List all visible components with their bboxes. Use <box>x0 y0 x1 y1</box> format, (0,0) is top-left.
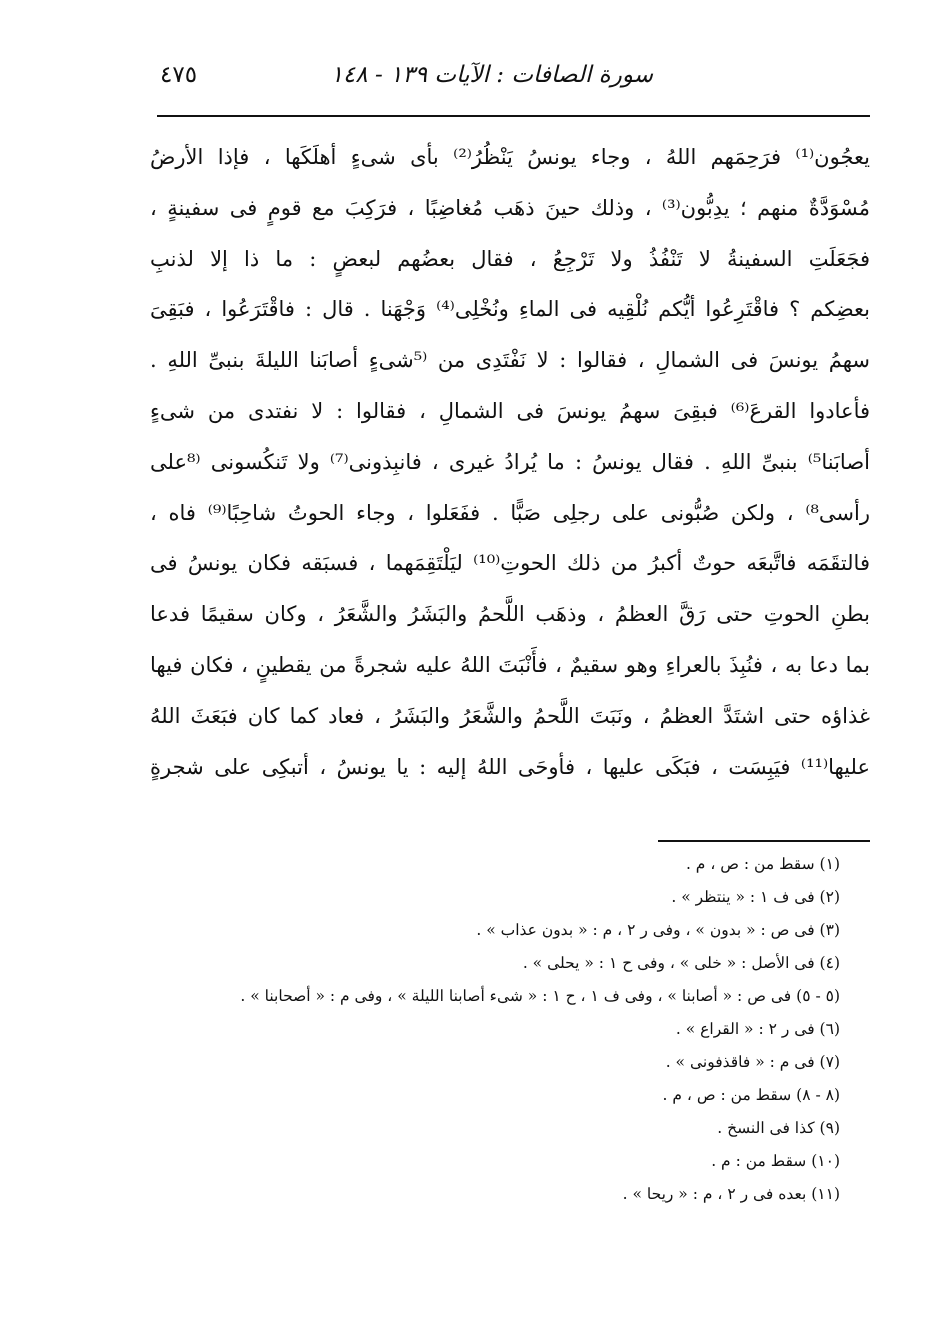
text-line: أصابَنا⁵⁾ بنبىِّ اللهِ . فقال يونسُ : ما يُرادُ غيرى ، فانبِذونى⁽⁷⁾ ولا تَنكُسونى ⁽⁸على <box>150 449 870 474</box>
running-title: سورة الصافات : الآيات ١٣٩ - ١٤٨ <box>330 62 653 88</box>
main-text <box>150 132 870 792</box>
footnote: (١) سقط من : ص ، م . <box>685 855 840 873</box>
page-number: ٤٧٥ <box>160 62 198 88</box>
text-line: فأعادوا القرعَ⁽⁶⁾ فبقِىَ سهمُ يونسَ فى الشمالِ ، فقالوا : لا نفتدى من شىءٍ <box>150 398 870 423</box>
text-line: يعجُون⁽¹⁾ فرَحِمَهم اللهُ ، وجاء يونسُ يَنْظُرُ⁽²⁾ بأى شىءٍ أهلَكَها ، فإذا الأرضُ <box>150 145 870 169</box>
footnote: (٣) فى ص : « بدون » ، وفى ر ٢ ، م : « بدون عذاب » . <box>476 921 840 939</box>
footnote: (٦) فى ر ٢ : « القراع » . <box>675 1020 840 1038</box>
running-header <box>160 60 868 100</box>
text-line: فجَعَلَتِ السفينةُ لا تَنْفُذُ ولا تَرْجِعُ ، فقال بعضُهم لبعضٍ : ما ذا إلا لذنبِ <box>150 246 870 271</box>
text-line: بعضِكم ؟ فاقْتَرِعُوا أيُّكم نُلْقِيه فى الماءِ ونُخْلِى⁽⁴⁾ وَجْهَنا . قال : فاقْتَرَعُوا ، فبَقِىَ <box>150 297 870 322</box>
text-line: فالتقَمَه فاتَّبعَه حوتٌ أكبرُ من ذلك الحوتِ⁽¹⁰⁾ ليَلْتَقِمَهما ، فسبَقه فكان يونسُ فى <box>150 551 870 576</box>
text-line: مُسْوَدَّةٌ منهم ؛ يدِبُّون⁽³⁾ ، وذلك حينَ ذهَب مُغاضِبًا ، فرَكِبَ مع قومٍ فى سفينةٍ ، <box>150 195 870 220</box>
footnote-separator <box>658 840 870 842</box>
footnote: (٧) فى م : « فاقذفونى » . <box>665 1053 840 1071</box>
footnote: (١٠) سقط من : م . <box>711 1152 840 1170</box>
footnote: (٨ - ٨) سقط من : ص ، م . <box>662 1086 840 1104</box>
text-line: رأسى⁸⁾ ، ولكن صُبُّونى على رجلِى صَبًّا . ففَعَلوا ، وجاء الحوتُ شاحِبًا⁽⁹⁾ فاه ، <box>150 500 870 525</box>
footnote: (٩) كذا فى النسخ . <box>717 1119 840 1137</box>
footnote: (٤) فى الأصل : « خلى » ، وفى ح ١ : « يحلى » . <box>522 954 840 972</box>
footnote: (٥ - ٥) فى ص : « أصابنا » ، وفى ف ١ ، ح ١ : « شىء أصابنا الليلة » ، وفى م : « أصحابنا » . <box>240 987 840 1005</box>
header-rule <box>157 115 870 117</box>
text-line: سهمُ يونسَ فى الشمالِ ، فقالوا : لا نَفْتَدِى من ⁽⁵شىءٍ أصابَنا الليلةَ بنبىِّ اللهِ . <box>150 348 870 373</box>
text-line: بطنِ الحوتِ حتى رَقَّ العظمُ ، وذهَب اللَّحمُ والبَشَرُ والشَّعَرُ ، وكان سقيمًا فدعا <box>150 602 870 627</box>
footnote: (٢) فى ف ١ : « ينتظر » . <box>671 888 840 906</box>
text-line: عليها⁽¹¹⁾ فيَبِسَت ، فبَكَى عليها ، فأوحَى اللهُ إليه : يا يونسُ ، أتبكِى على شجرةٍ <box>150 754 870 779</box>
text-line: بما دعا به ، فنُبِذَ بالعراءِ وهو سقيمٌ ، فأَنْبَتَ اللهُ عليه شجرةً من يقطينٍ ، فكان فيها <box>150 652 870 677</box>
text-line: غذاؤه حتى اشتَدَّ العظمُ ، ونَبَتَ اللَّحمُ والشَّعَرُ والبَشَرُ ، فعاد كما كان فبَعَثَ اللهُ <box>150 703 870 728</box>
footnotes <box>140 848 840 1211</box>
footnote: (١١) بعده فى ر ٢ ، م : « ريحا » . <box>622 1185 840 1203</box>
